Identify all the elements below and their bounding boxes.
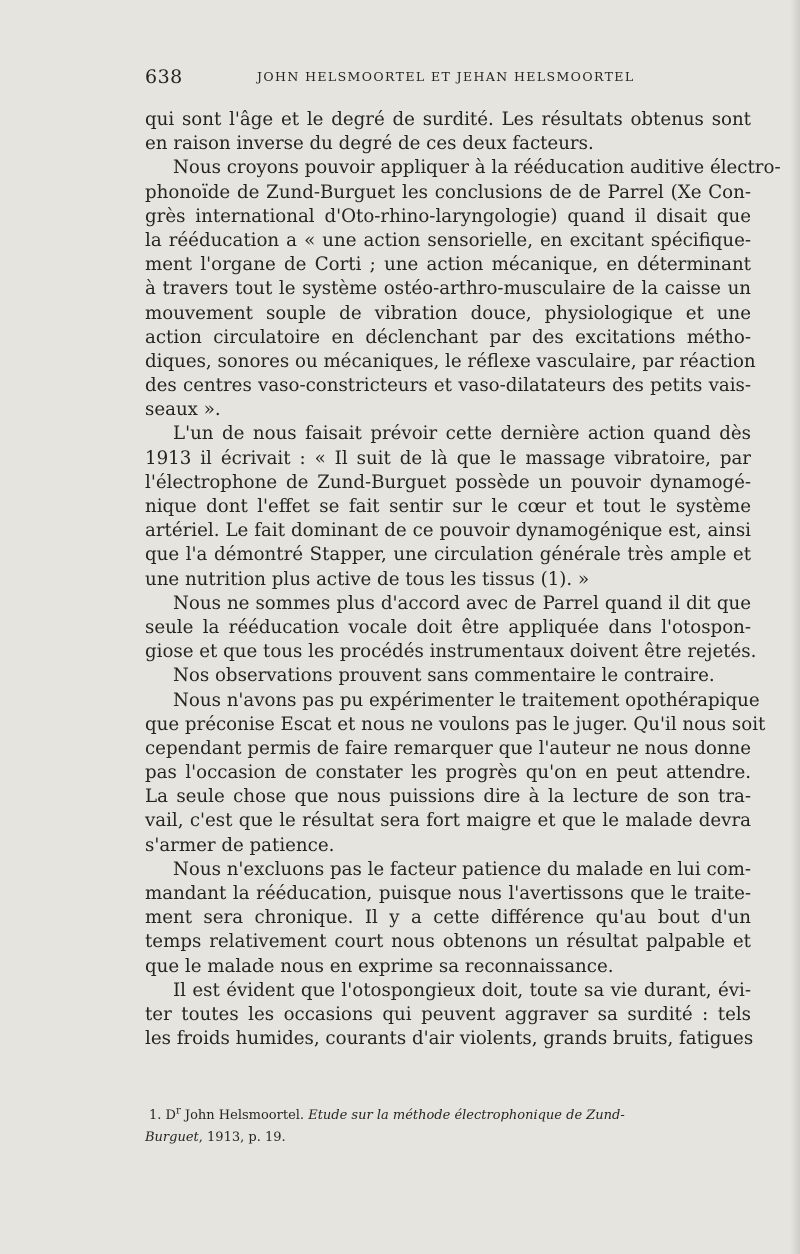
text-line: seule la rééducation vocale doit être appliquée dans l'otospon- <box>145 616 751 638</box>
text-line: nique dont l'effet se fait sentir sur le cœur et tout le système <box>145 496 751 517</box>
text-line: vail, c'est que le résultat sera fort maigre et que le malade devra <box>145 810 751 832</box>
page-number: 638 <box>145 66 183 88</box>
text-line: 1913 il écrivait : « Il suit de là que le massage vibratoire, par <box>145 447 751 469</box>
footnote-marker: 1. D <box>149 1108 176 1123</box>
text-line: des centres vaso-constricteurs et vaso-dilatateurs des petits vais- <box>145 375 751 397</box>
text-line: Nous ne sommes plus d'accord avec de Parrel quand il dit que <box>173 592 751 614</box>
text-line: à travers tout le système ostéo-arthro-musculaire de la caisse un <box>145 278 751 300</box>
footnote-author: John Helsmoortel. <box>180 1108 309 1123</box>
page-edge-shadow <box>790 0 800 1254</box>
footnote-citation: , 1913, p. 19. <box>198 1130 286 1145</box>
text-line: seaux ». <box>145 399 221 421</box>
footnote-line <box>145 1105 745 1127</box>
footnote-title-cont: Burguet <box>145 1130 199 1145</box>
text-line: que le malade nous en exprime sa reconnaissance. <box>145 955 614 977</box>
page-header <box>145 66 750 90</box>
text-line: que préconise Escat et nous ne voulons pas le juger. Qu'il nous soit <box>145 713 766 735</box>
text-line: que l'a démontré Stapper, une circulation générale très ample et <box>145 544 751 566</box>
text-line: en raison inverse du degré de ces deux facteurs. <box>145 133 594 155</box>
text-line: Il est évident que l'otospongieux doit, toute sa vie durant, évi- <box>173 979 751 1001</box>
text-line: la rééducation a « une action sensorielle, en excitant spécifique- <box>145 229 751 251</box>
text-line: les froids humides, courants d'air violents, grands bruits, fatigues <box>145 1028 754 1050</box>
text-line: mandant la rééducation, puisque nous l'avertissons que le traite- <box>145 883 751 904</box>
text-line: cependant permis de faire remarquer que l'auteur ne nous donne <box>145 737 751 759</box>
text-line: artériel. Le fait dominant de ce pouvoir dynamogénique est, ainsi <box>145 520 751 542</box>
text-line: mouvement souple de vibration douce, physiologique et une <box>145 302 751 324</box>
footnote <box>145 1105 745 1149</box>
text-line: La seule chose que nous puissions dire à la lecture de son tra- <box>145 786 751 808</box>
running-head: JOHN HELSMOORTEL ET JEHAN HELSMOORTEL <box>257 69 635 84</box>
text-line: Nous n'avons pas pu expérimenter le traitement opothérapique <box>173 689 760 711</box>
text-line: phonoïde de Zund-Burguet les conclusions de de Parrel (Xe Con- <box>145 181 751 203</box>
footnote-title: Etude sur la méthode électrophonique de Zund- <box>308 1108 625 1123</box>
text-line: s'armer de patience. <box>145 834 335 856</box>
text-line: giose et que tous les procédés instrumentaux doivent être rejetés. <box>145 641 757 663</box>
text-line: L'un de nous faisait prévoir cette dernière action quand dès <box>173 423 751 445</box>
text-line: Nous croyons pouvoir appliquer à la rééducation auditive électro- <box>173 157 781 179</box>
text-line: temps relativement court nous obtenons un résultat palpable et <box>145 931 751 953</box>
footnote-line <box>145 1127 745 1149</box>
text-line: grès international d'Oto-rhino-laryngologie) quand il disait que <box>145 205 751 227</box>
text-line: action circulatoire en déclenchant par des excitations métho- <box>145 326 751 348</box>
text-line: l'électrophone de Zund-Burguet possède un pouvoir dynamogé- <box>145 471 751 493</box>
text-line: Nos observations prouvent sans commentaire le contraire. <box>173 665 715 687</box>
text-line: pas l'occasion de constater les progrès qu'on en peut attendre. <box>145 762 751 784</box>
text-line: diques, sonores ou mécaniques, le réflexe vasculaire, par réaction <box>145 350 756 372</box>
footnote-marker-sup: r <box>175 1105 181 1117</box>
body-text <box>145 108 781 1051</box>
text-line: qui sont l'âge et le degré de surdité. Les résultats obtenus sont <box>145 109 751 130</box>
text-line: Nous n'excluons pas le facteur patience du malade en lui com- <box>173 858 751 880</box>
text-line: ment sera chronique. Il y a cette différence qu'au bout d'un <box>145 907 751 929</box>
text-line: une nutrition plus active de tous les tissus (1). » <box>145 568 590 590</box>
text-line: ment l'organe de Corti ; une action mécanique, en déterminant <box>145 254 751 276</box>
text-line: ter toutes les occasions qui peuvent aggraver sa surdité : tels <box>145 1003 751 1025</box>
